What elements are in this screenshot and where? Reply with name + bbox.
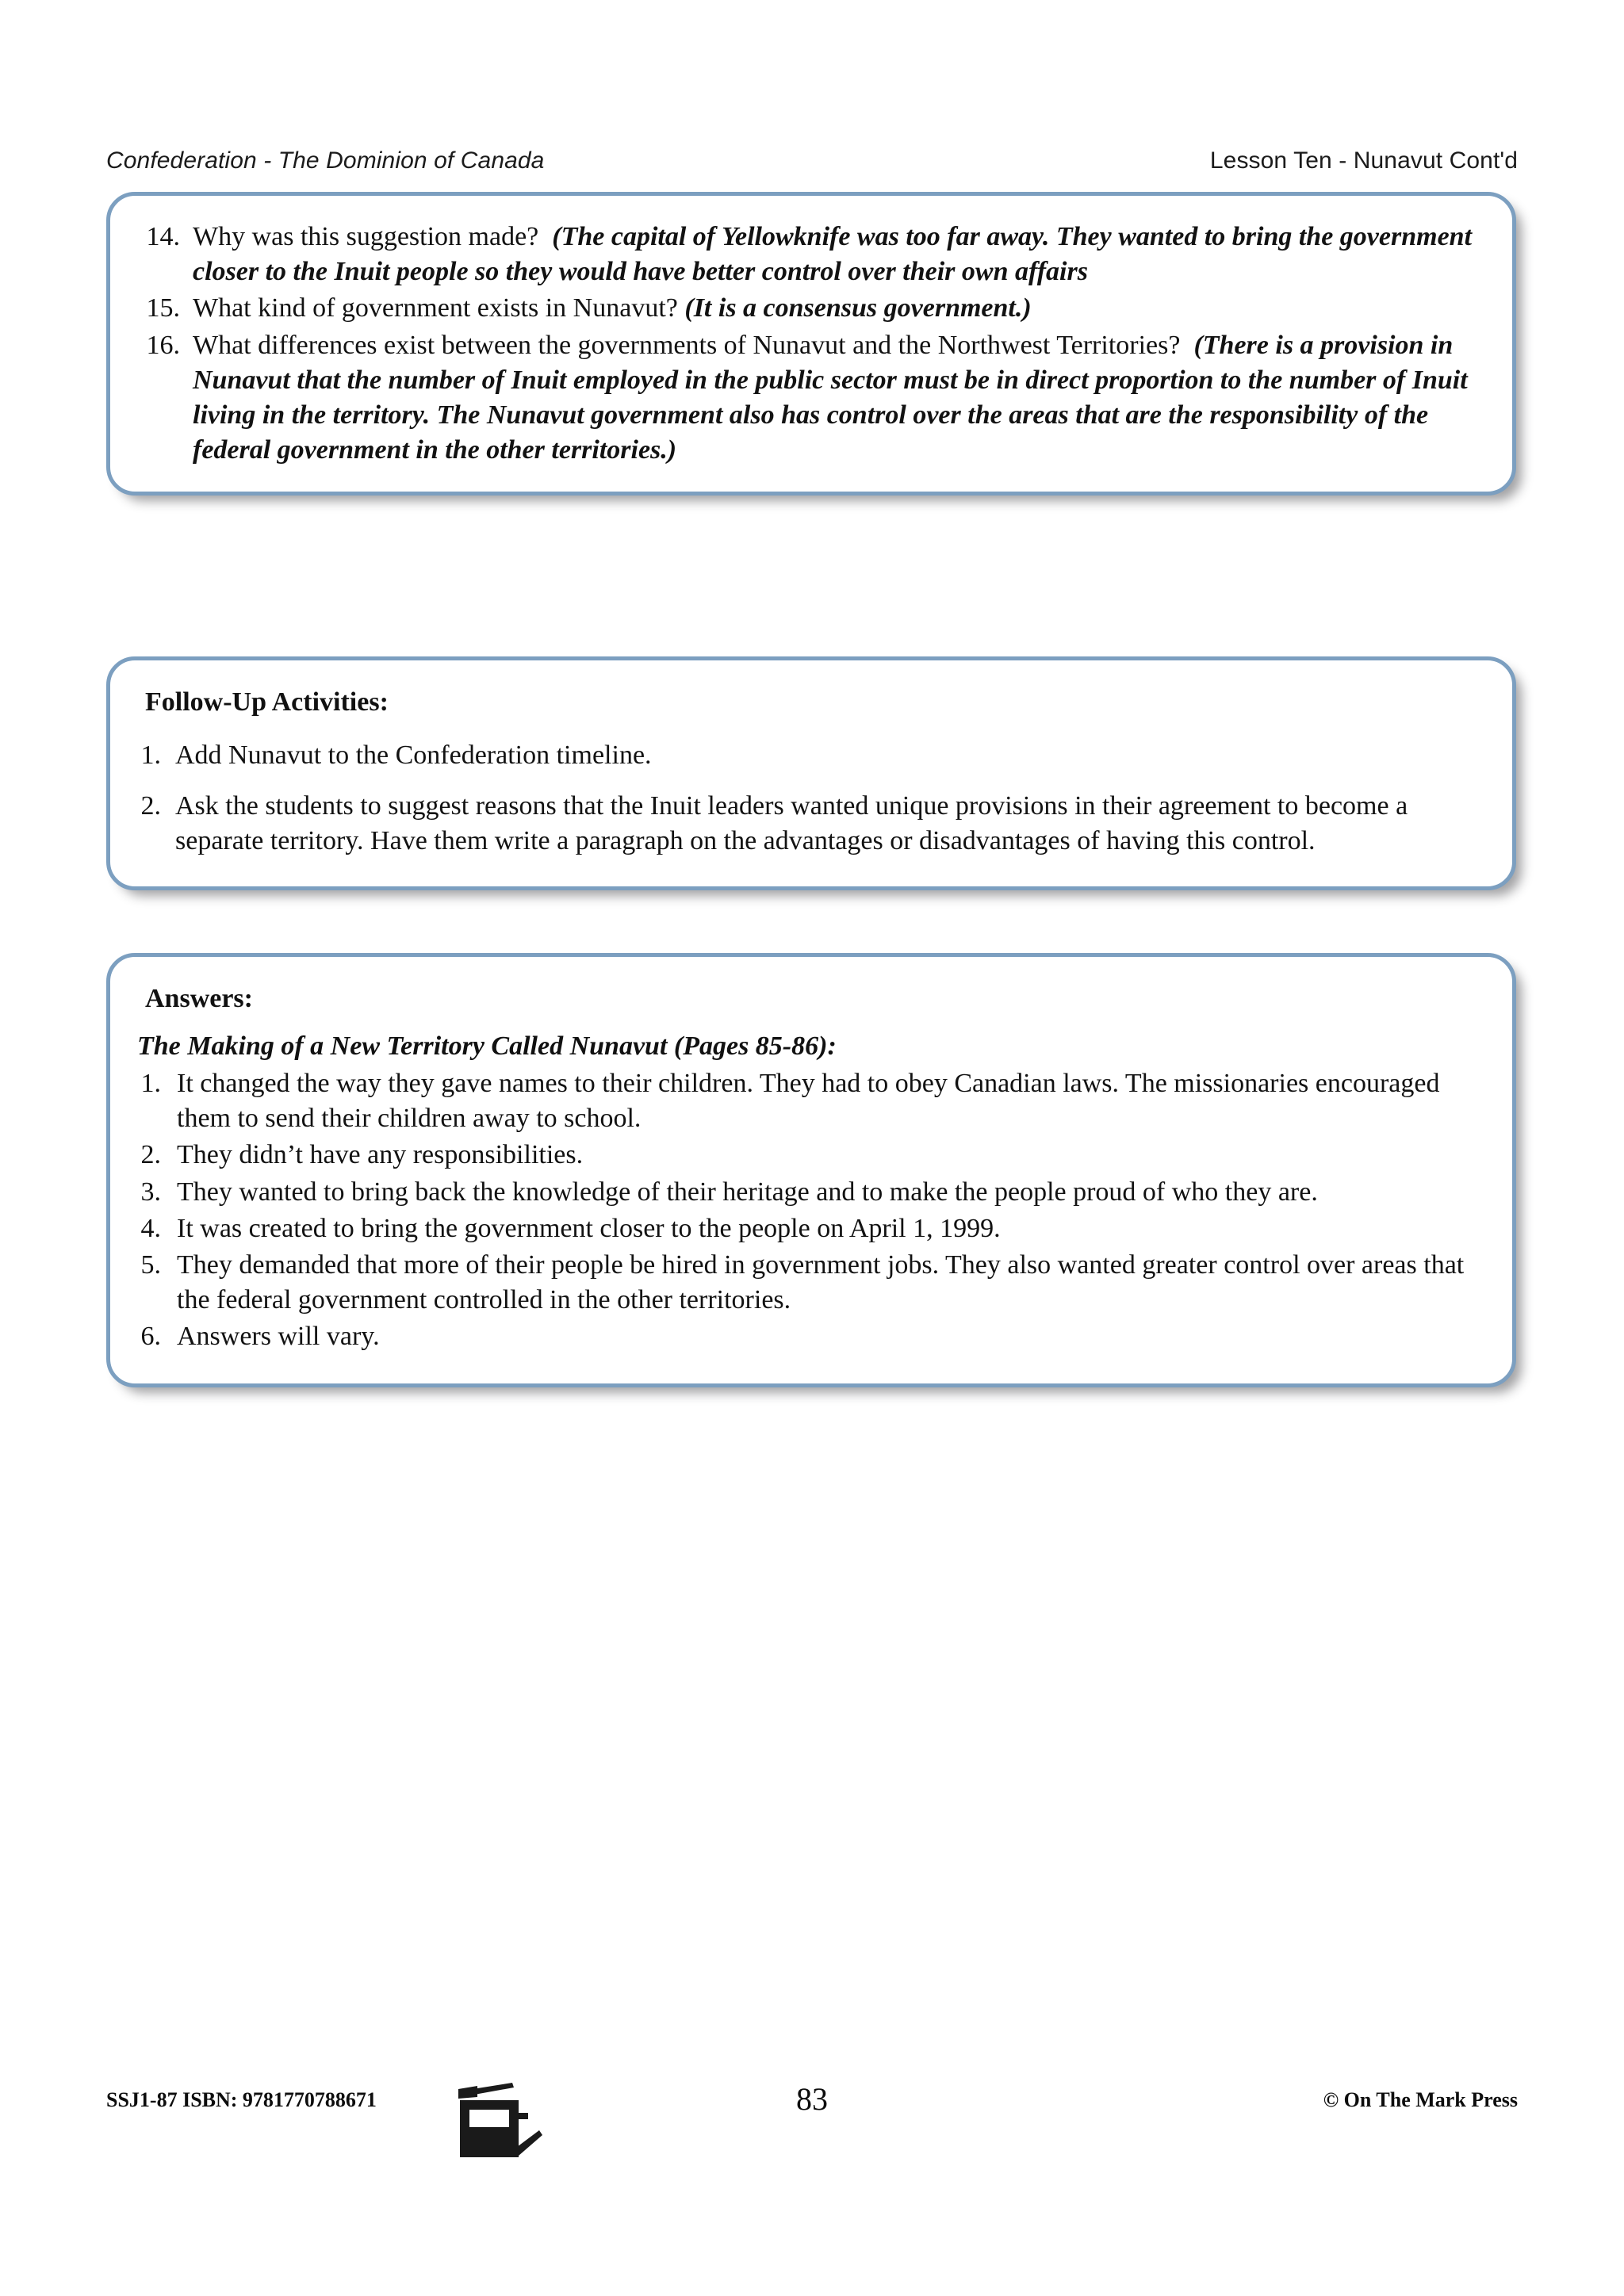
question-text: What differences exist between the governments of Nunavut and the Northwest Territories? [193, 330, 1181, 360]
followup-text: Add Nunavut to the Confederation timeline. [175, 740, 652, 770]
question-body [193, 328, 1485, 469]
question-text: What kind of government exists in Nunavut? [193, 293, 678, 323]
answers-subheading: The Making of a New Territory Called Nunavut (Pages 85-86): [137, 1031, 837, 1061]
list-item [134, 1066, 1485, 1136]
footer-isbn: SSJ1-87 ISBN: 9781770788671 [106, 2088, 377, 2111]
answer-text: Answers will vary. [177, 1322, 380, 1352]
answer-number: 5. [140, 1249, 161, 1280]
photocopier-icon [454, 2081, 549, 2164]
list-item [134, 1319, 1485, 1354]
question-number: 16. [146, 330, 180, 360]
followup-list [134, 738, 1485, 859]
list-item [134, 328, 1485, 469]
answer-text: (There is a provision in Nunavut that the number of Inuit employed in the public sector must be in direct proportion to the number of Inuit living in the territory. The Nunavut government also has control over the areas that are the responsibility of the federal government in the other territories.) [193, 330, 1468, 465]
list-item [134, 1211, 1485, 1246]
footer-copyright: © On The Mark Press [1323, 2088, 1518, 2111]
answer-number: 6. [140, 1322, 161, 1352]
answer-number: 3. [140, 1177, 161, 1207]
questions-box [106, 192, 1516, 496]
answer-number: 2. [140, 1140, 161, 1170]
followup-box-inner [110, 660, 1512, 886]
list-item [134, 789, 1485, 859]
list-item [134, 220, 1485, 289]
gap [1180, 331, 1193, 360]
questions-box-inner [110, 196, 1512, 492]
running-head-left: Confederation - The Dominion of Canada [106, 147, 545, 174]
page-footer [106, 2077, 1518, 2125]
answer-text: It changed the way they gave names to their children. They had to obey Canadian laws. The missionaries encouraged them to send their children away to school. [177, 1069, 1440, 1134]
list-item [134, 738, 1485, 773]
questions-list [134, 220, 1485, 468]
followup-box [106, 656, 1516, 890]
answer-text: They demanded that more of their people be hired in government jobs. They also wanted greater control over areas that the federal government controlled in the other territories. [177, 1249, 1465, 1315]
answers-box-inner [110, 957, 1512, 1383]
followup-text: Ask the students to suggest reasons that the Inuit leaders wanted unique provisions in their agreement to become a separate territory. Have them write a paragraph on the advantages or disadvantages of having this control. [175, 791, 1408, 856]
answer-text: (It is a consensus government.) [684, 293, 1032, 323]
answers-heading: Answers: [145, 984, 253, 1013]
answer-text: (The capital of Yellowknife was too far away. They wanted to bring the government closer to the Inuit people so they would have better control over their own affairs [193, 222, 1473, 287]
followup-heading: Follow-Up Activities: [145, 687, 389, 717]
list-item [134, 1138, 1485, 1173]
answer-number: 4. [140, 1213, 161, 1243]
question-text: Why was this suggestion made? [193, 222, 539, 251]
list-item [134, 291, 1485, 326]
followup-number: 2. [140, 791, 161, 821]
list-item [134, 1248, 1485, 1318]
question-number: 14. [146, 222, 180, 251]
answer-text: They wanted to bring back the knowledge of their heritage and to make the people proud of who they are. [177, 1177, 1318, 1207]
followup-number: 1. [140, 740, 161, 770]
answers-list [134, 1066, 1485, 1355]
answer-text: It was created to bring the government closer to the people on April 1, 1999. [177, 1213, 1001, 1243]
question-body [193, 220, 1485, 289]
page-number: 83 [796, 2081, 828, 2117]
running-head [106, 147, 1518, 184]
question-number: 15. [146, 293, 180, 323]
question-body [193, 291, 1485, 326]
list-item [134, 1175, 1485, 1210]
running-head-right: Lesson Ten - Nunavut Cont'd [1209, 147, 1518, 174]
answer-text: They didn’t have any responsibilities. [177, 1140, 584, 1170]
answer-number: 1. [140, 1069, 161, 1098]
gap [538, 222, 552, 251]
answers-box [106, 953, 1516, 1387]
